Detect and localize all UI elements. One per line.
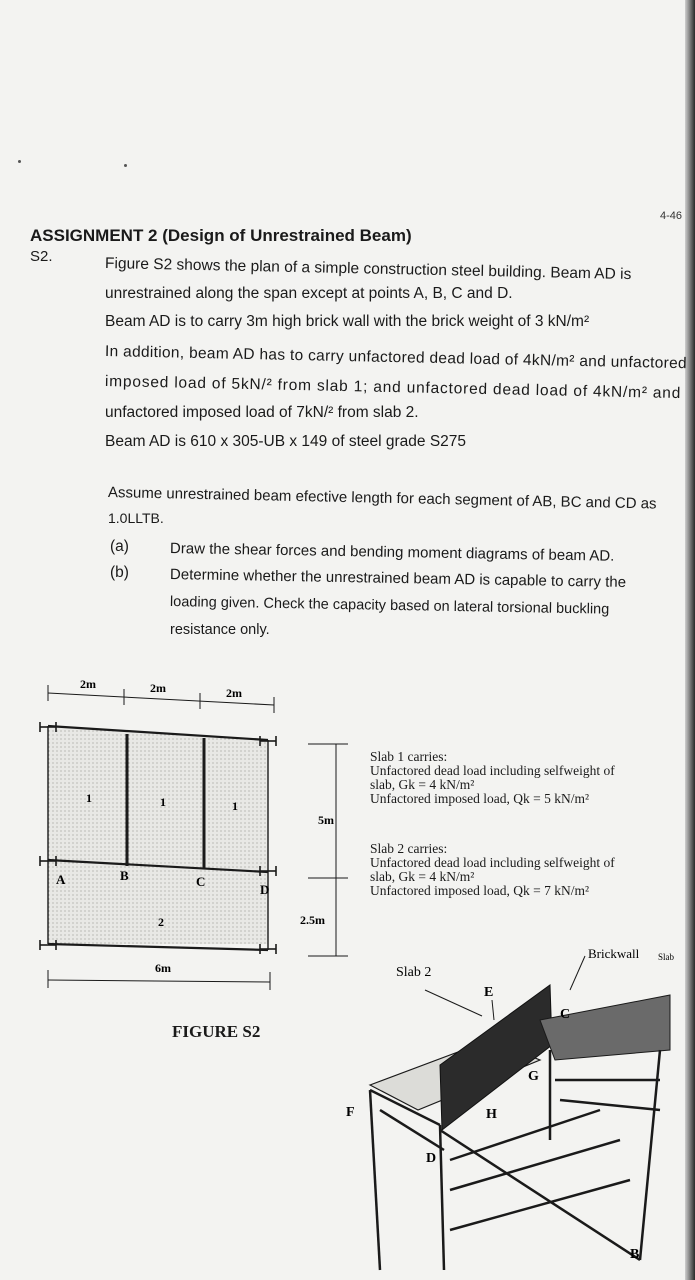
dim-label: 2m bbox=[80, 677, 96, 691]
assume-line: 1.0LLTB. bbox=[108, 510, 164, 526]
iso-label: D bbox=[426, 1151, 437, 1166]
paragraph-line: imposed load of 5kN/² from slab 1; and unfactored dead load of 4kN/m² and bbox=[104, 373, 682, 403]
paragraph-line: Beam AD is to carry 3m high brick wall with the brick weight of 3 kN/m² bbox=[105, 313, 590, 330]
speck bbox=[18, 160, 21, 163]
part-text: Determine whether the unrestrained beam AD is capable to carry the bbox=[169, 566, 627, 591]
paragraph-line: In addition, beam AD has to carry unfactored dead load of 4kN/m² and unfactored bbox=[104, 343, 688, 373]
point-label: A bbox=[56, 872, 66, 887]
assume-line: Assume unrestrained beam efective length for each segment of AB, BC and CD as bbox=[107, 484, 657, 513]
part-text: loading given. Check the capacity based on lateral torsional buckling bbox=[169, 594, 610, 618]
iso-label: H bbox=[486, 1107, 497, 1122]
slab1-note: Slab 1 carries: Unfactored dead load including selfweight of slab, Gk = 4 kN/m² Unfactored imposed load, Qk = 5 kN/m² bbox=[370, 749, 615, 806]
assignment-heading: ASSIGNMENT 2 (Design of Unrestrained Beam) bbox=[30, 226, 412, 245]
iso-label: F bbox=[346, 1105, 355, 1120]
part-text: resistance only. bbox=[170, 622, 270, 638]
part-text: Draw the shear forces and bending moment diagrams of beam AD. bbox=[169, 540, 615, 565]
slab-number: 1 bbox=[160, 795, 166, 809]
dim-label: 6m bbox=[155, 961, 171, 975]
paragraph-line: unfactored imposed load of 7kN/² from slab 2. bbox=[105, 404, 419, 421]
iso-label-slab1: Slab bbox=[658, 952, 675, 962]
part-label: (a) bbox=[110, 538, 129, 555]
point-label: C bbox=[196, 874, 206, 889]
iso-label: C bbox=[560, 1007, 571, 1022]
iso-label-slab2: Slab 2 bbox=[396, 965, 432, 980]
iso-label: E bbox=[484, 985, 494, 1000]
isometric-sketch bbox=[340, 940, 685, 1280]
paragraph-line: Beam AD is 610 x 305-UB x 149 of steel grade S275 bbox=[105, 433, 467, 450]
dim-label: 2m bbox=[150, 681, 166, 695]
slab2-note: Slab 2 carries: Unfactored dead load including selfweight of slab, Gk = 4 kN/m² Unfactored imposed load, Qk = 7 kN/m² bbox=[370, 841, 615, 898]
speck bbox=[124, 164, 127, 167]
dim-label: 2.5m bbox=[300, 913, 325, 927]
paragraph-line: Figure S2 shows the plan of a simple construction steel building. Beam AD is bbox=[104, 255, 632, 284]
iso-label: B bbox=[630, 1247, 640, 1262]
point-label: D bbox=[260, 882, 270, 897]
page-number: 4-46 bbox=[660, 210, 683, 222]
point-label: B bbox=[120, 868, 129, 883]
paragraph-line: unrestrained along the span except at points A, B, C and D. bbox=[105, 285, 513, 302]
iso-label-brickwall: Brickwall bbox=[588, 946, 640, 961]
iso-label: G bbox=[528, 1069, 539, 1084]
slab-number: 1 bbox=[86, 791, 92, 805]
part-label: (b) bbox=[110, 564, 129, 581]
dim-label: 2m bbox=[226, 686, 242, 700]
question-id: S2. bbox=[30, 248, 53, 265]
dim-label: 5m bbox=[318, 813, 334, 827]
figure-caption: FIGURE S2 bbox=[172, 1022, 261, 1041]
slab-number: 2 bbox=[158, 915, 164, 929]
slab-number: 1 bbox=[232, 799, 238, 813]
